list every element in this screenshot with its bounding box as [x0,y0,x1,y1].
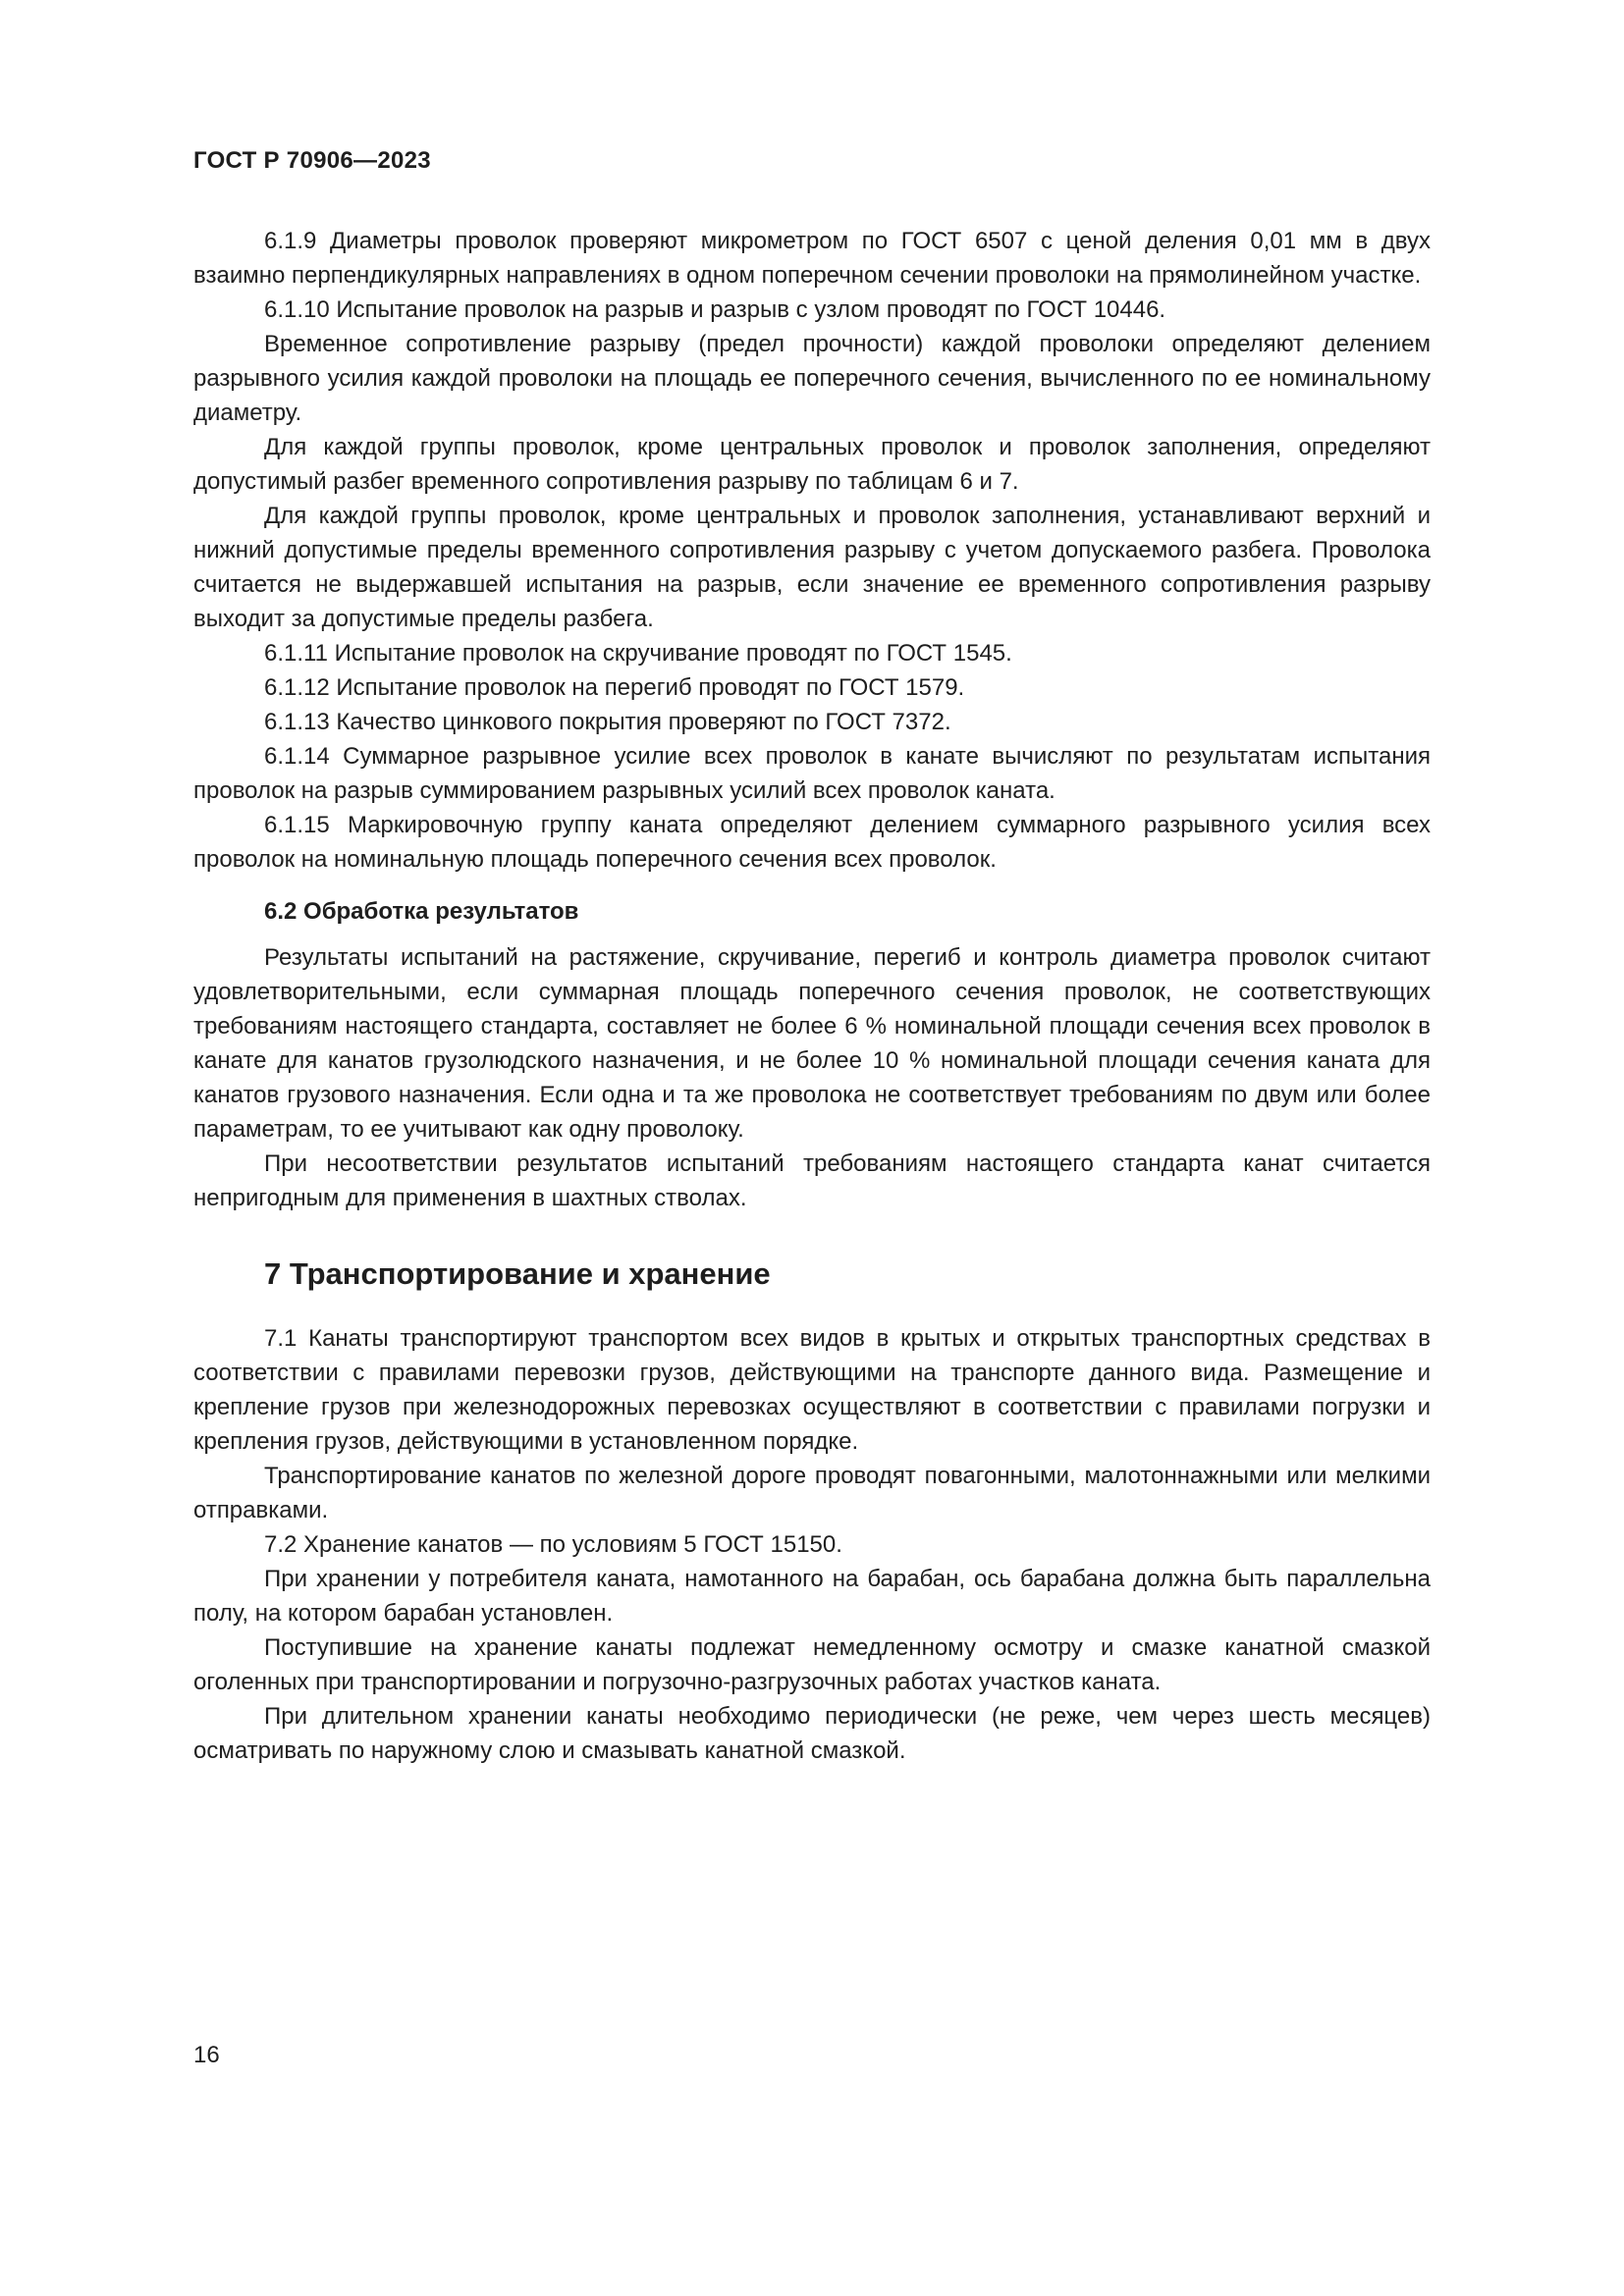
paragraph-6-1-9: 6.1.9 Диаметры проволок проверяют микрометром по ГОСТ 6507 с ценой деления 0,01 мм в двух взаимно перпендикулярных направлениях в одном поперечном сечении проволоки на прямолинейном участке. [193,228,1431,289]
paragraph-7-2: 7.2 Хранение канатов — по условиям 5 ГОСТ 15150. [264,1531,842,1558]
document-body [193,224,1431,1768]
paragraph-tensile-strength: Временное сопротивление разрыву (предел прочности) каждой проволоки определяют делением разрывного усилия каждой проволоки на площадь ее поперечного сечения, вычисленного по ее номинальному диаметру. [193,331,1431,426]
paragraph-6-1-13: 6.1.13 Качество цинкового покрытия проверяют по ГОСТ 7372. [264,709,951,735]
paragraph-6-1-12: 6.1.12 Испытание проволок на перегиб проводят по ГОСТ 1579. [264,674,965,701]
paragraph-6-1-14: 6.1.14 Суммарное разрывное усилие всех проволок в канате вычисляют по результатам испытания проволок на разрыв суммированием разрывных усилий всех проволок каната. [193,743,1431,804]
document-code-header: ГОСТ Р 70906—2023 [193,147,431,174]
paragraph-6-1-10: 6.1.10 Испытание проволок на разрыв и разрыв с узлом проводят по ГОСТ 10446. [264,296,1166,323]
page-number: 16 [193,2042,220,2068]
paragraph-6-1-15: 6.1.15 Маркировочную группу каната определяют делением суммарного разрывного усилия всех проволок на номинальную площадь поперечного сечения всех проволок. [193,812,1431,873]
subsection-heading-6-2: 6.2 Обработка результатов [264,898,579,925]
paragraph-7-2-drum: При хранении у потребителя каната, намотанного на барабан, ось барабана должна быть параллельна полу, на котором барабан установлен. [193,1566,1431,1627]
paragraph-7-2-inspection: Поступившие на хранение канаты подлежат немедленному осмотру и смазке канатной смазкой оголенных при транспортировании и погрузочно-разгрузочных работах участков каната. [193,1634,1431,1695]
paragraph-6-1-11: 6.1.11 Испытание проволок на скручивание проводят по ГОСТ 1545. [264,640,1012,667]
paragraph-7-2-long-term: При длительном хранении канаты необходимо периодически (не реже, чем через шесть месяцев) осматривать по наружному слою и смазывать канатной смазкой. [193,1703,1431,1764]
paragraph-7-1-rail: Транспортирование канатов по железной дороге проводят повагонными, малотоннажными или мелкими отправками. [193,1463,1431,1523]
paragraph-6-2-results: Результаты испытаний на растяжение, скручивание, перегиб и контроль диаметра проволок считают удовлетворительными, если суммарная площадь поперечного сечения проволок, не соответствующих требованиям настоящего стандарта, составляет не более 6 % номинальной площади сечения всех проволок в канате для канатов грузолюдского назначения, и не более 10 % номинальной площади сечения каната для канатов грузового назначения. Если одна и та же проволока не соответствует требованиям по двум или более параметрам, то ее учитывают как одну проволоку. [193,944,1431,1143]
paragraph-strength-range: Для каждой группы проволок, кроме центральных проволок и проволок заполнения, определяют допустимый разбег временного сопротивления разрыву по таблицам 6 и 7. [193,434,1431,495]
paragraph-strength-limits: Для каждой группы проволок, кроме центральных и проволок заполнения, устанавливают верхний и нижний допустимые пределы временного сопротивления разрыву с учетом допускаемого разбега. Проволока считается не выдержавшей испытания на разрыв, если значение ее временного сопротивления разрыву выходит за допустимые пределы разбега. [193,503,1431,632]
section-heading-7: 7 Транспортирование и хранение [264,1256,771,1291]
paragraph-7-1: 7.1 Канаты транспортируют транспортом всех видов в крытых и открытых транспортных средствах в соответствии с правилами перевозки грузов, действующими на транспорте данного вида. Размещение и крепление грузов при железнодорожных перевозках осуществляют в соответствии с правилами погрузки и крепления грузов, действующими в установленном порядке. [193,1325,1431,1455]
paragraph-6-2-nonconformity: При несоответствии результатов испытаний требованиям настоящего стандарта канат считается непригодным для применения в шахтных стволах. [193,1150,1431,1211]
